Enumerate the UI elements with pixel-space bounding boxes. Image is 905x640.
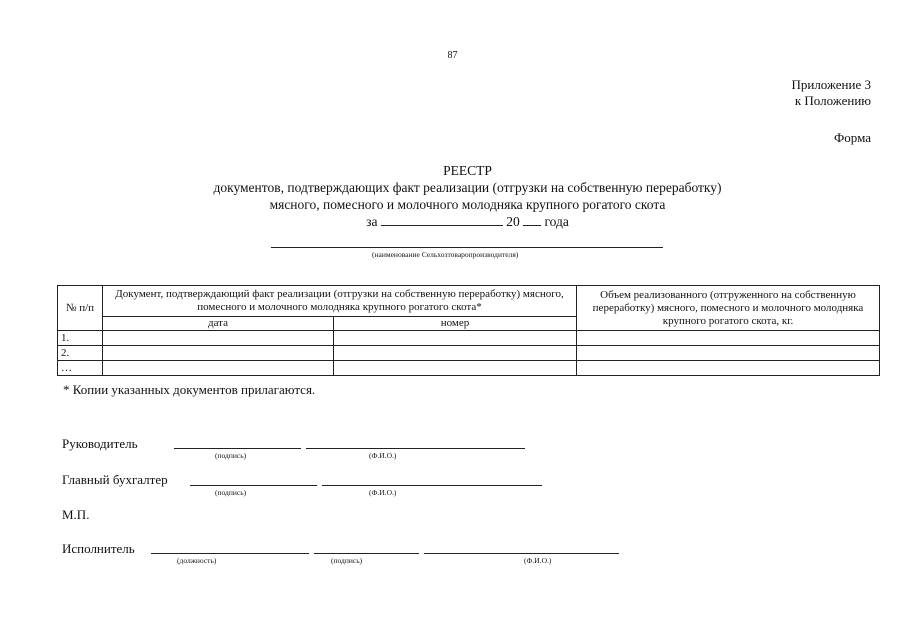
- head-fio-caption: (Ф.И.О.): [369, 451, 397, 460]
- row-number-cell[interactable]: [334, 331, 577, 346]
- producer-caption: (наименование Сельхозтоваропроизводителя): [372, 250, 519, 259]
- period-prefix: за: [366, 214, 378, 229]
- table-row: [58, 346, 880, 361]
- executor-label: Исполнитель: [62, 541, 135, 556]
- footnote: * Копии указанных документов прилагаются.: [63, 382, 316, 397]
- period-year: 20: [506, 214, 520, 229]
- row-date-cell[interactable]: [103, 361, 334, 376]
- period-line: [0, 213, 905, 230]
- table-header-row: [58, 286, 880, 317]
- accountant-fio-line[interactable]: [322, 485, 542, 486]
- executor-signature-caption: (подпись): [331, 556, 363, 565]
- header-num: № п/п: [58, 286, 103, 331]
- title-line2: документов, подтверждающих факт реализации (отгрузки на собственную переработку): [213, 180, 722, 195]
- row-num: 2.: [58, 346, 103, 361]
- appendix-line2: к Положению: [794, 93, 871, 108]
- appendix-block: [791, 77, 871, 109]
- row-volume-cell[interactable]: [577, 346, 880, 361]
- header-number: номер: [334, 317, 577, 331]
- header-volume: Объем реализованного (отгруженного на собственную переработку) мясного, помесного и молочного молодняка крупного рогатого скота, кг.: [577, 286, 880, 331]
- executor-fio-caption: (Ф.И.О.): [524, 556, 552, 565]
- period-year-blank[interactable]: [523, 214, 541, 226]
- accountant-signature-line[interactable]: [190, 485, 317, 486]
- header-date: дата: [103, 317, 334, 331]
- row-date-cell[interactable]: [103, 331, 334, 346]
- page-number: 87: [447, 50, 458, 61]
- stamp-label: М.П.: [62, 507, 90, 522]
- row-num: 1.: [58, 331, 103, 346]
- accountant-signature-caption: (подпись): [215, 488, 247, 497]
- head-signature-line[interactable]: [174, 448, 301, 449]
- head-fio-line[interactable]: [306, 448, 525, 449]
- head-label: Руководитель: [62, 436, 138, 451]
- document-title: [0, 162, 905, 230]
- appendix-line1: Приложение 3: [791, 77, 871, 92]
- row-number-cell[interactable]: [334, 346, 577, 361]
- title-line3: мясного, помесного и молочного молодняка крупного рогатого скота: [269, 197, 666, 212]
- executor-fio-line[interactable]: [424, 553, 619, 554]
- registry-table: [57, 285, 880, 376]
- row-number-cell[interactable]: [334, 361, 577, 376]
- accountant-fio-caption: (Ф.И.О.): [369, 488, 397, 497]
- table-row: [58, 331, 880, 346]
- period-suffix: года: [544, 214, 569, 229]
- row-volume-cell[interactable]: [577, 361, 880, 376]
- row-num: …: [58, 361, 103, 376]
- accountant-label: Главный бухгалтер: [62, 472, 168, 487]
- head-signature-caption: (подпись): [215, 451, 247, 460]
- executor-position-caption: (должность): [177, 556, 217, 565]
- executor-signature-line[interactable]: [314, 553, 419, 554]
- row-volume-cell[interactable]: [577, 331, 880, 346]
- executor-position-line[interactable]: [151, 553, 309, 554]
- header-document: Документ, подтверждающий факт реализации (отгрузки на собственную переработку) мясного, помесного и молочного молодняка крупного рогатого скота*: [103, 286, 577, 317]
- period-blank[interactable]: [381, 214, 503, 226]
- row-date-cell[interactable]: [103, 346, 334, 361]
- producer-name-line[interactable]: [271, 247, 663, 248]
- title-line1: РЕЕСТР: [443, 163, 492, 178]
- table-row: [58, 361, 880, 376]
- form-label: Форма: [834, 130, 871, 145]
